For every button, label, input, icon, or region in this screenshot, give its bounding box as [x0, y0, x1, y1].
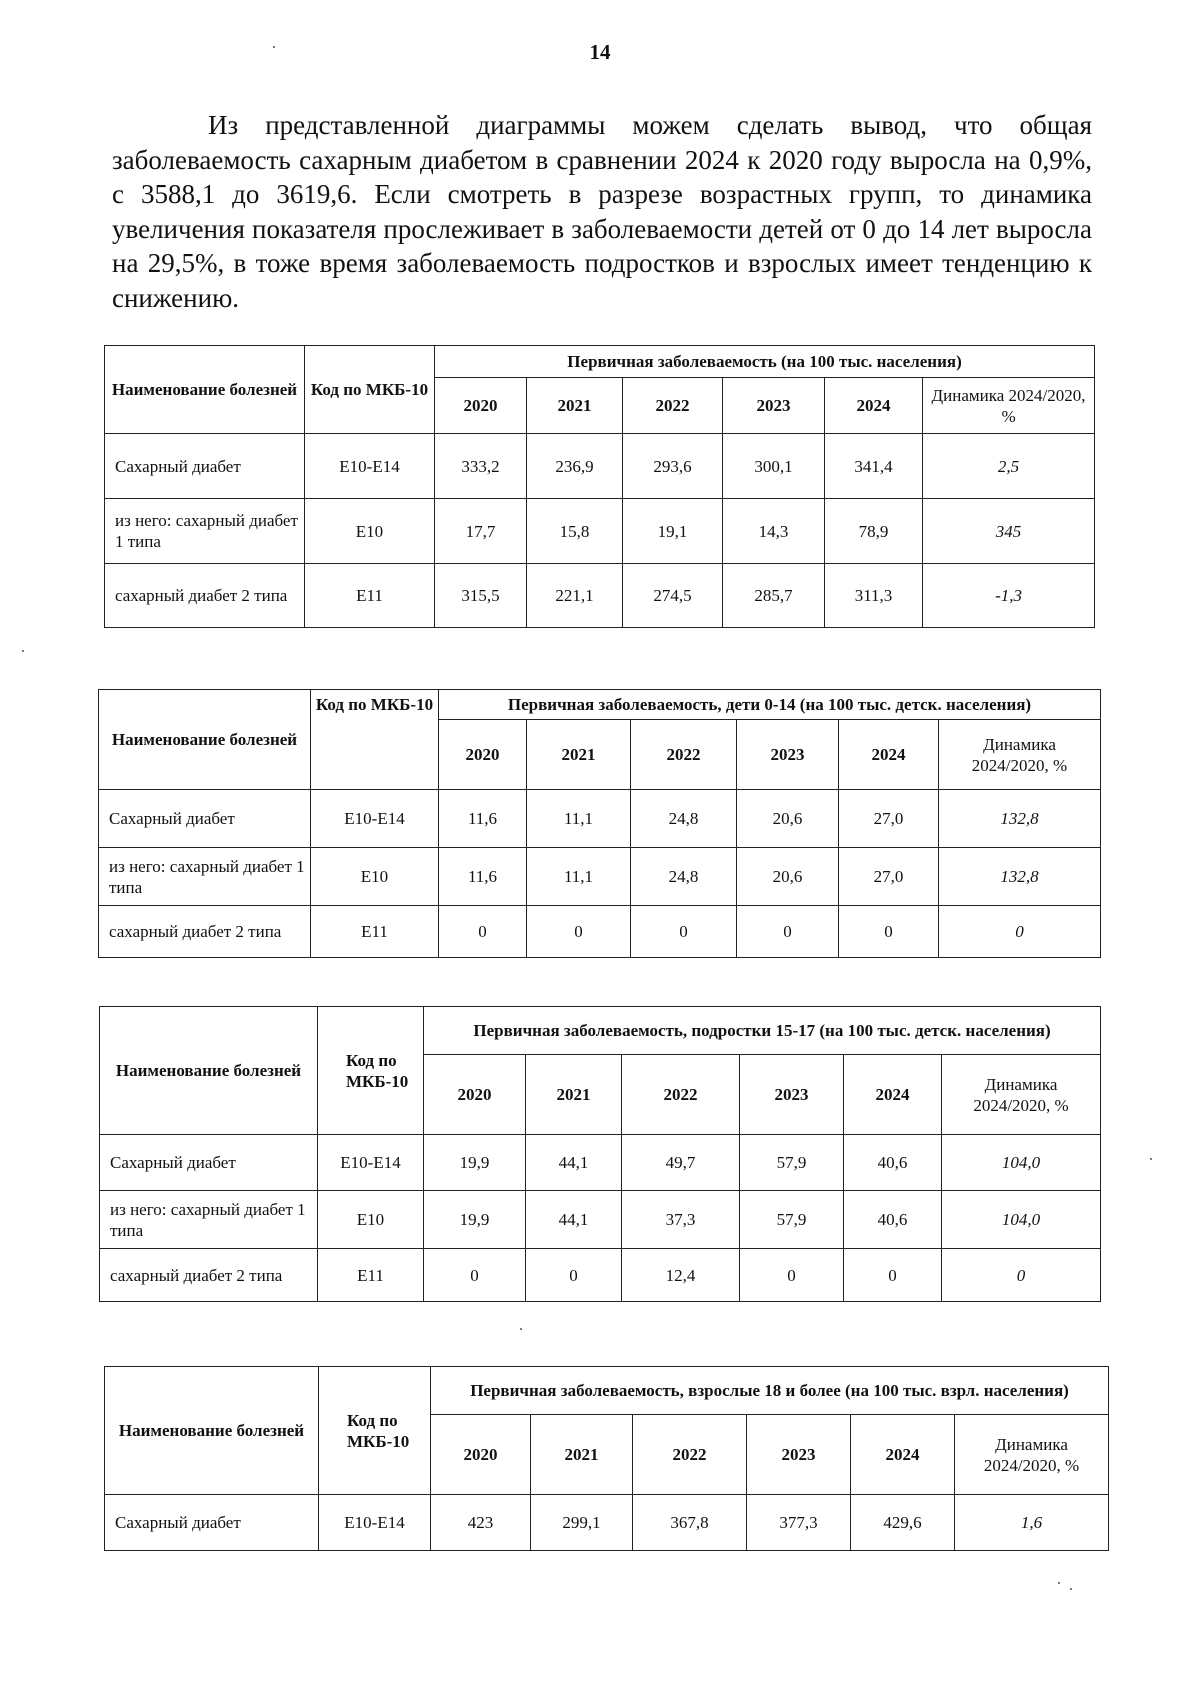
value-cell: 311,3 [825, 564, 923, 628]
dynamics-cell: 132,8 [939, 848, 1101, 906]
value-cell: 236,9 [527, 434, 623, 499]
dynamics-cell: 345 [923, 499, 1095, 564]
scan-speck [273, 46, 275, 48]
value-cell: 19,9 [424, 1135, 526, 1191]
icd-code: Е11 [305, 564, 435, 628]
icd-code: Е10-Е14 [305, 434, 435, 499]
table-row [105, 1495, 1109, 1551]
value-cell: 221,1 [527, 564, 623, 628]
value-cell: 0 [439, 906, 527, 958]
scan-speck [520, 1328, 522, 1330]
disease-name: Сахарный диабет [100, 1135, 318, 1191]
dynamics-cell: 1,6 [955, 1495, 1109, 1551]
dynamics-header: Динамика 2024/2020, % [939, 720, 1101, 790]
dynamics-cell: 104,0 [942, 1191, 1101, 1249]
disease-name: сахарный диабет 2 типа [99, 906, 311, 958]
value-cell: 24,8 [631, 790, 737, 848]
value-cell: 293,6 [623, 434, 723, 499]
value-cell: 11,6 [439, 848, 527, 906]
value-cell: 0 [631, 906, 737, 958]
disease-name: из него: сахарный диабет 1 типа [99, 848, 311, 906]
year-header: 2020 [431, 1415, 531, 1495]
year-header: 2021 [531, 1415, 633, 1495]
value-cell: 27,0 [839, 848, 939, 906]
group-header: Первичная заболеваемость (на 100 тыс. населения) [435, 346, 1095, 378]
dynamics-header: Динамика 2024/2020, % [923, 378, 1095, 434]
col-header-code: Код по МКБ-10 [319, 1367, 431, 1495]
year-header: 2020 [424, 1055, 526, 1135]
disease-name: из него: сахарный диабет 1 типа [100, 1191, 318, 1249]
icd-code: Е11 [311, 906, 439, 958]
year-header: 2022 [622, 1055, 740, 1135]
group-header: Первичная заболеваемость, дети 0-14 (на 100 тыс. детск. населения) [439, 690, 1101, 720]
dynamics-header: Динамика 2024/2020, % [955, 1415, 1109, 1495]
year-header: 2020 [435, 378, 527, 434]
value-cell: 15,8 [527, 499, 623, 564]
dynamics-header: Динамика 2024/2020, % [942, 1055, 1101, 1135]
value-cell: 429,6 [851, 1495, 955, 1551]
value-cell: 367,8 [633, 1495, 747, 1551]
col-header-name: Наименование болезней [100, 1007, 318, 1135]
value-cell: 341,4 [825, 434, 923, 499]
year-header: 2024 [844, 1055, 942, 1135]
value-cell: 11,6 [439, 790, 527, 848]
col-header-name: Наименование болезней [105, 346, 305, 434]
dynamics-cell: 132,8 [939, 790, 1101, 848]
value-cell: 0 [839, 906, 939, 958]
year-header: 2023 [747, 1415, 851, 1495]
value-cell: 423 [431, 1495, 531, 1551]
table-row [100, 1249, 1101, 1302]
value-cell: 12,4 [622, 1249, 740, 1302]
value-cell: 0 [740, 1249, 844, 1302]
disease-name: сахарный диабет 2 типа [100, 1249, 318, 1302]
year-header: 2023 [723, 378, 825, 434]
value-cell: 44,1 [526, 1135, 622, 1191]
value-cell: 20,6 [737, 790, 839, 848]
table-adolescents-incidence [99, 1006, 1101, 1302]
intro-paragraph [112, 108, 1092, 315]
value-cell: 40,6 [844, 1191, 942, 1249]
year-header: 2021 [527, 720, 631, 790]
value-cell: 299,1 [531, 1495, 633, 1551]
year-header: 2023 [740, 1055, 844, 1135]
value-cell: 24,8 [631, 848, 737, 906]
value-cell: 44,1 [526, 1191, 622, 1249]
table-row [105, 434, 1095, 499]
page-number: 14 [589, 40, 611, 64]
value-cell: 37,3 [622, 1191, 740, 1249]
value-cell: 377,3 [747, 1495, 851, 1551]
table-total-incidence [104, 345, 1095, 628]
table-row [100, 1135, 1101, 1191]
icd-code: Е10-Е14 [319, 1495, 431, 1551]
table-row [100, 1191, 1101, 1249]
dynamics-cell: -1,3 [923, 564, 1095, 628]
value-cell: 0 [527, 906, 631, 958]
value-cell: 40,6 [844, 1135, 942, 1191]
table-row [105, 564, 1095, 628]
dynamics-cell: 0 [939, 906, 1101, 958]
value-cell: 0 [737, 906, 839, 958]
table-row [99, 906, 1101, 958]
value-cell: 11,1 [527, 848, 631, 906]
icd-code: Е11 [318, 1249, 424, 1302]
table-row [105, 499, 1095, 564]
value-cell: 14,3 [723, 499, 825, 564]
value-cell: 11,1 [527, 790, 631, 848]
disease-name: Сахарный диабет [99, 790, 311, 848]
value-cell: 49,7 [622, 1135, 740, 1191]
table-row [99, 848, 1101, 906]
value-cell: 274,5 [623, 564, 723, 628]
value-cell: 0 [424, 1249, 526, 1302]
value-cell: 0 [844, 1249, 942, 1302]
scan-speck [1150, 1158, 1152, 1160]
icd-code: Е10 [311, 848, 439, 906]
year-header: 2020 [439, 720, 527, 790]
disease-name: сахарный диабет 2 типа [105, 564, 305, 628]
scan-speck [22, 650, 24, 652]
value-cell: 78,9 [825, 499, 923, 564]
scan-speck [1058, 1582, 1060, 1584]
year-header: 2024 [839, 720, 939, 790]
year-header: 2022 [623, 378, 723, 434]
col-header-name: Наименование болезней [105, 1367, 319, 1495]
dynamics-cell: 104,0 [942, 1135, 1101, 1191]
year-header: 2022 [631, 720, 737, 790]
icd-code: Е10-Е14 [318, 1135, 424, 1191]
value-cell: 20,6 [737, 848, 839, 906]
value-cell: 0 [526, 1249, 622, 1302]
value-cell: 17,7 [435, 499, 527, 564]
intro-text: Из представленной диаграммы можем сделать вывод, что общая заболеваемость сахарным диабетом в сравнении 2024 к 2020 году выросла на 0,9%, с 3588,1 до 3619,6. Если смотреть в разрезе возрастных групп, то динамика увеличения показателя прослеживает в заболеваемости детей от 0 до 14 лет выросла на 29,5%, в тоже время заболеваемость подростков и взрослых имеет тенденцию к снижению. [112, 110, 1092, 313]
group-header: Первичная заболеваемость, взрослые 18 и более (на 100 тыс. взрл. населения) [431, 1367, 1109, 1415]
year-header: 2024 [825, 378, 923, 434]
value-cell: 19,9 [424, 1191, 526, 1249]
icd-code: Е10 [305, 499, 435, 564]
value-cell: 27,0 [839, 790, 939, 848]
col-header-code: Код по МКБ-10 [305, 346, 435, 434]
table-adults-incidence [104, 1366, 1109, 1551]
disease-name: Сахарный диабет [105, 1495, 319, 1551]
icd-code: Е10 [318, 1191, 424, 1249]
value-cell: 285,7 [723, 564, 825, 628]
icd-code: Е10-Е14 [311, 790, 439, 848]
dynamics-cell: 2,5 [923, 434, 1095, 499]
group-header: Первичная заболеваемость, подростки 15-17 (на 100 тыс. детск. населения) [424, 1007, 1101, 1055]
value-cell: 315,5 [435, 564, 527, 628]
value-cell: 57,9 [740, 1191, 844, 1249]
value-cell: 333,2 [435, 434, 527, 499]
value-cell: 19,1 [623, 499, 723, 564]
year-header: 2021 [526, 1055, 622, 1135]
scan-speck [1070, 1588, 1072, 1590]
value-cell: 57,9 [740, 1135, 844, 1191]
year-header: 2021 [527, 378, 623, 434]
col-header-code: Код по МКБ-10 [318, 1007, 424, 1135]
value-cell: 300,1 [723, 434, 825, 499]
disease-name: из него: сахарный диабет 1 типа [105, 499, 305, 564]
year-header: 2024 [851, 1415, 955, 1495]
table-children-incidence [98, 689, 1101, 958]
col-header-code: Код по МКБ-10 [311, 690, 439, 790]
col-header-name: Наименование болезней [99, 690, 311, 790]
year-header: 2022 [633, 1415, 747, 1495]
table-row [99, 790, 1101, 848]
disease-name: Сахарный диабет [105, 434, 305, 499]
year-header: 2023 [737, 720, 839, 790]
dynamics-cell: 0 [942, 1249, 1101, 1302]
